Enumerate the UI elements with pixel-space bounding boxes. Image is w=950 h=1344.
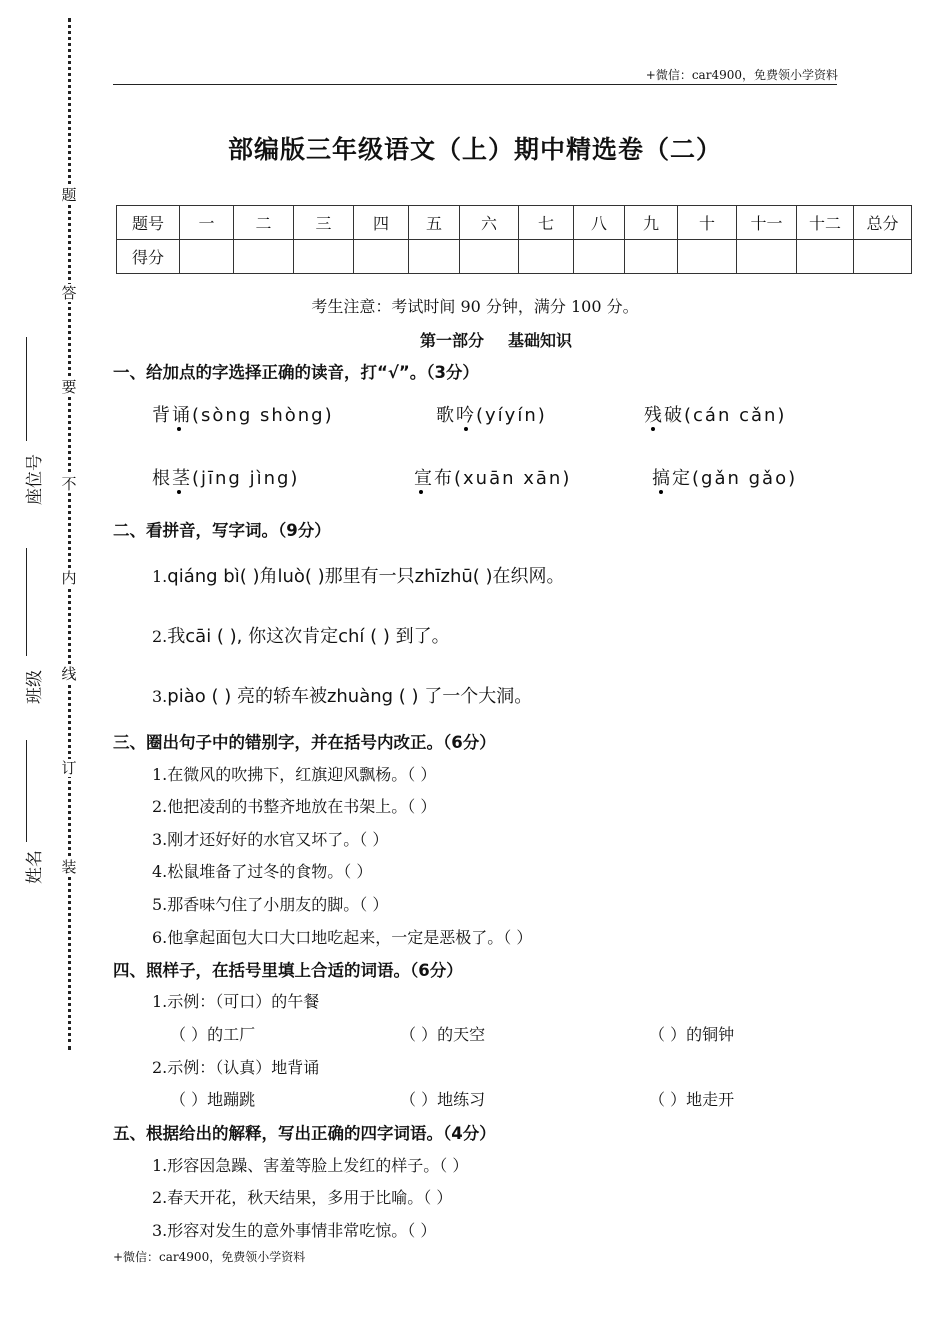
line-text: qiáng bì( )角luò( )那里有一只zhīzhū( )在织网。 <box>167 566 565 587</box>
section-3-title: 三、圈出句子中的错别字，并在括号内改正。（6分） <box>113 733 496 752</box>
binding-char: 题 <box>61 186 77 204</box>
score-row <box>117 240 912 274</box>
score-header-row <box>117 206 912 240</box>
word: 搞定 <box>652 468 692 489</box>
pinyin-item <box>436 401 547 427</box>
fill-blank: （ ）地蹦跳 <box>170 1090 256 1109</box>
question-line: 1.在微风的吹拂下，红旗迎风飘杨。（ ） <box>152 765 437 784</box>
options: (xuān xān) <box>454 468 572 489</box>
part-name: 基础知识 <box>508 331 573 350</box>
section-2-title: 二、看拼音，写字词。（9分） <box>113 521 331 540</box>
pinyin-fill-line-3 <box>152 682 532 708</box>
score-col: 十二 <box>797 206 854 240</box>
score-cell[interactable] <box>234 240 294 274</box>
binding-char: 订 <box>61 759 77 777</box>
question-line: 2.他把凌刮的书整齐地放在书架上。（ ） <box>152 797 437 816</box>
score-col: 十 <box>678 206 737 240</box>
score-cell[interactable] <box>519 240 574 274</box>
score-row-label: 得分 <box>117 240 180 274</box>
score-col: 二 <box>234 206 294 240</box>
question-line: 3.形容对发生的意外事情非常吃惊。（ ） <box>152 1221 437 1240</box>
pinyin-item <box>652 464 797 490</box>
emphasis-dot <box>659 490 663 494</box>
binding-char: 答 <box>61 284 77 302</box>
binding-char: 要 <box>61 378 77 396</box>
word: 背诵 <box>152 405 192 426</box>
question-line: 6.他拿起面包大口大口地吃起来，一定是恶极了。（ ） <box>152 928 533 947</box>
score-cell[interactable] <box>574 240 625 274</box>
example-line: 2.示例：（认真）地背诵 <box>152 1058 320 1077</box>
page-title: 部编版三年级语文（上）期中精选卷（二） <box>227 135 722 164</box>
name-write-line[interactable] <box>26 740 27 842</box>
score-cell[interactable] <box>294 240 354 274</box>
section-5-title: 五、根据给出的解释，写出正确的四字词语。（4分） <box>113 1124 496 1143</box>
name-label: 姓名 <box>25 850 45 884</box>
line-number: 3. <box>152 687 168 706</box>
binding-char: 内 <box>61 569 77 587</box>
question-line: 3.刚才还好好的水官又坏了。（ ） <box>152 830 389 849</box>
score-col: 一 <box>180 206 234 240</box>
score-cell[interactable] <box>854 240 912 274</box>
score-cell[interactable] <box>797 240 854 274</box>
footer-note: +微信：car4900，免费领小学资料 <box>113 1250 306 1264</box>
part-heading <box>420 328 596 351</box>
emphasis-dot <box>177 490 181 494</box>
fill-blank: （ ）地走开 <box>649 1090 735 1109</box>
class-label: 班级 <box>25 670 45 704</box>
score-cell[interactable] <box>354 240 409 274</box>
score-header-label: 题号 <box>117 206 180 240</box>
options: (sòng shòng) <box>192 405 334 426</box>
word: 残破 <box>644 405 684 426</box>
word: 根茎 <box>152 468 192 489</box>
score-col: 十一 <box>737 206 797 240</box>
emphasis-dot <box>177 427 181 431</box>
score-col: 九 <box>625 206 678 240</box>
score-col: 六 <box>460 206 519 240</box>
pinyin-item <box>152 401 334 427</box>
score-col: 三 <box>294 206 354 240</box>
binding-dotted-line <box>68 18 71 1050</box>
pinyin-item <box>152 464 299 490</box>
pinyin-fill-line-1 <box>152 562 565 588</box>
score-table <box>116 205 912 274</box>
fill-blank: （ ）的铜钟 <box>649 1025 735 1044</box>
score-col: 八 <box>574 206 625 240</box>
fill-blank: （ ）地练习 <box>400 1090 486 1109</box>
question-line: 1.形容因急躁、害羞等脸上发红的样子。（ ） <box>152 1156 469 1175</box>
word: 歌吟 <box>436 405 476 426</box>
line-number: 2. <box>152 627 168 646</box>
seat-label: 座位号 <box>25 454 45 505</box>
class-write-line[interactable] <box>26 548 27 656</box>
word: 宣布 <box>414 468 454 489</box>
score-cell[interactable] <box>678 240 737 274</box>
emphasis-dot <box>464 427 468 431</box>
fill-blank: （ ）的天空 <box>400 1025 486 1044</box>
pinyin-item <box>644 401 786 427</box>
score-cell[interactable] <box>460 240 519 274</box>
score-cell[interactable] <box>625 240 678 274</box>
seat-write-line[interactable] <box>26 337 27 441</box>
score-cell[interactable] <box>409 240 460 274</box>
line-text: 我cāi ( ), 你这次肯定chí ( ) 到了。 <box>167 626 450 647</box>
binding-char: 不 <box>61 475 77 493</box>
pinyin-item <box>414 464 571 490</box>
options: (cán cǎn) <box>684 405 787 426</box>
line-number: 1. <box>152 567 168 586</box>
binding-char: 装 <box>61 858 77 876</box>
options: (yíyín) <box>476 405 547 426</box>
options: (gǎn gǎo) <box>692 468 798 489</box>
fill-blank: （ ）的工厂 <box>170 1025 256 1044</box>
score-cell[interactable] <box>737 240 797 274</box>
section-4-title: 四、照样子，在括号里填上合适的词语。（6分） <box>113 961 463 980</box>
options: (jīng jìng) <box>192 468 300 489</box>
question-line: 2.春天开花，秋天结果，多用于比喻。（ ） <box>152 1188 453 1207</box>
score-cell[interactable] <box>180 240 234 274</box>
section-1-title: 一、给加点的字选择正确的读音，打“√”。（3分） <box>113 363 479 382</box>
binding-char: 线 <box>61 665 77 683</box>
score-col: 五 <box>409 206 460 240</box>
emphasis-dot <box>419 490 423 494</box>
header-note: +微信：car4900，免费领小学资料 <box>645 68 838 82</box>
score-col: 总分 <box>854 206 912 240</box>
emphasis-dot <box>651 427 655 431</box>
score-col: 七 <box>519 206 574 240</box>
score-col: 四 <box>354 206 409 240</box>
question-line: 5.那香味勺住了小朋友的脚。（ ） <box>152 895 389 914</box>
example-line: 1.示例：（可口）的午餐 <box>152 992 320 1011</box>
question-line: 4.松鼠堆备了过冬的食物。（ ） <box>152 862 373 881</box>
part-label: 第一部分 <box>420 331 485 350</box>
exam-notice: 考生注意：考试时间 90 分钟，满分 100 分。 <box>311 297 639 316</box>
line-text: piào ( ) 亮的轿车被zhuàng ( ) 了一个大洞。 <box>167 686 533 707</box>
pinyin-fill-line-2 <box>152 622 450 648</box>
header-rule <box>113 84 837 85</box>
